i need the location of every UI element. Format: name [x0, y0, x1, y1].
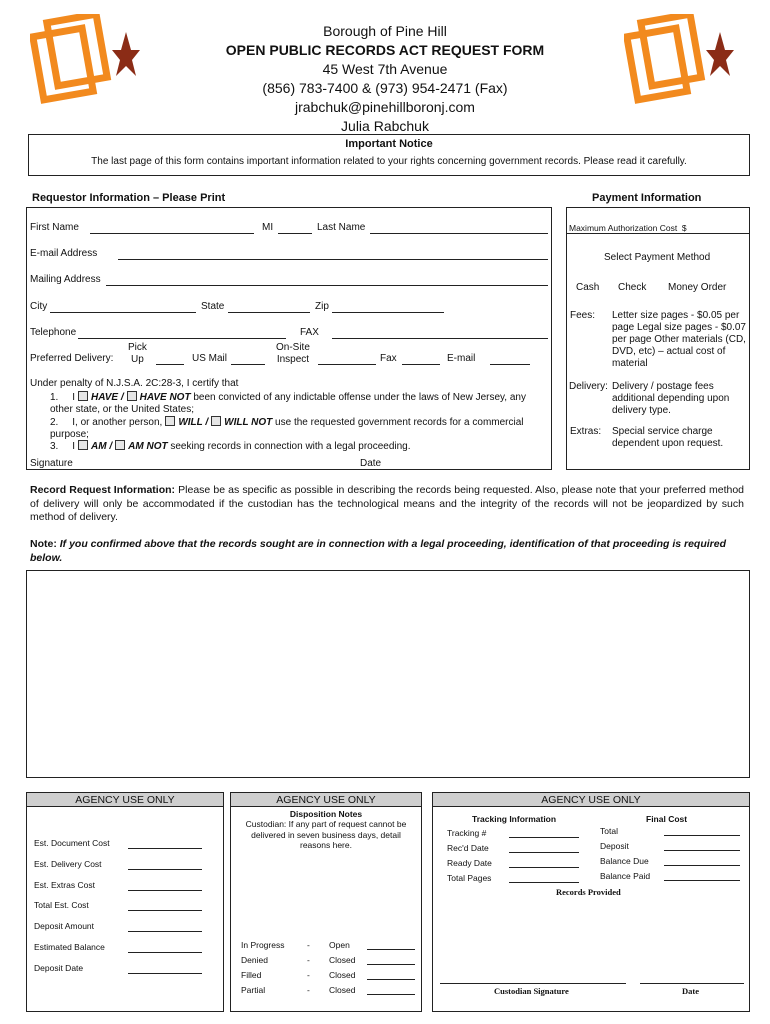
- final-cost-row: [600, 839, 744, 854]
- agency-cost-field[interactable]: [128, 890, 202, 891]
- last-name-field[interactable]: [370, 233, 548, 234]
- agency-cost-label: Deposit Date: [34, 962, 84, 973]
- fax-option-label: Fax: [380, 353, 397, 364]
- disposition-heading: AGENCY USE ONLY: [231, 793, 421, 807]
- am-label: AM /: [91, 441, 113, 452]
- am-checkbox[interactable]: [78, 440, 88, 450]
- agency-cost-row: [34, 940, 220, 961]
- disposition-status[interactable]: Denied: [241, 955, 268, 965]
- state-label: State: [201, 301, 225, 312]
- agency-cost-label: Estimated Balance: [34, 941, 105, 952]
- tracking-row: [447, 826, 583, 841]
- final-cost-field[interactable]: [664, 880, 740, 881]
- borough-logo-right: [624, 14, 734, 106]
- payment-heading: Payment Information: [592, 192, 702, 204]
- form-title: OPEN PUBLIC RECORDS ACT REQUEST FORM: [225, 42, 545, 58]
- final-cost-row: [600, 824, 744, 839]
- max-cost-divider: [566, 233, 750, 234]
- agency-costs-rows: [34, 836, 220, 982]
- tracking-title: Tracking Information: [472, 814, 557, 824]
- tracking-label: Ready Date: [447, 858, 492, 868]
- agency-cost-row: [34, 961, 220, 982]
- tracking-row: [447, 841, 583, 856]
- disposition-dash: -: [307, 970, 310, 980]
- custodian-signature-field[interactable]: [440, 983, 626, 984]
- note-info: [30, 538, 744, 565]
- last-name-label: Last Name: [317, 222, 366, 233]
- mi-label: MI: [262, 222, 274, 233]
- form-header: [150, 22, 620, 136]
- disposition-text: Custodian: If any part of request cannot be delivered in seven business days, detail reasons here.: [245, 819, 407, 850]
- agency-cost-field[interactable]: [128, 869, 202, 870]
- custodian-date-label: Date: [682, 986, 699, 996]
- note-label: Note:: [30, 538, 57, 550]
- agency-cost-row: [34, 878, 220, 899]
- final-cost-label: Balance Paid: [600, 871, 651, 881]
- date-label: Date: [360, 458, 382, 469]
- records-description-field[interactable]: [26, 570, 750, 778]
- agency-cost-label: Est. Delivery Cost: [34, 858, 102, 869]
- disposition-row: [241, 970, 417, 985]
- onsite-label-2: Inspect: [276, 354, 310, 365]
- extras-text: Special service charge dependent upon request.: [612, 426, 724, 449]
- first-name-field[interactable]: [90, 233, 254, 234]
- agency-cost-label: Est. Document Cost: [34, 838, 110, 848]
- agency-cost-row: [34, 857, 220, 878]
- certify-num-3: 3.: [50, 441, 59, 452]
- tracking-row: [447, 856, 583, 871]
- city-field[interactable]: [50, 312, 196, 313]
- note-text: If you confirmed above that the records sought are in connection with a legal proceeding, identification of that proceeding is required below.: [30, 538, 727, 564]
- custodian-signature-label: Custodian Signature: [494, 986, 569, 996]
- disposition-status[interactable]: In Progress: [241, 940, 285, 950]
- fax-field[interactable]: [332, 338, 548, 339]
- will-label: WILL /: [178, 417, 209, 428]
- org-phone: (856) 783-7400 & (973) 954-2471 (Fax): [262, 80, 508, 96]
- will-not-checkbox[interactable]: [211, 416, 221, 426]
- certify-i-1: I: [72, 392, 76, 403]
- final-cost-field[interactable]: [664, 835, 740, 836]
- dollar-sign: $: [681, 223, 687, 233]
- custodian-name: Julia Rabchuk: [341, 118, 429, 134]
- fax-option-field[interactable]: [402, 364, 440, 365]
- will-checkbox[interactable]: [165, 416, 175, 426]
- tracking-label: Tracking #: [447, 828, 487, 838]
- onsite-label-1: On-Site: [276, 342, 310, 353]
- up-label: Up: [131, 354, 144, 365]
- mailing-field[interactable]: [106, 285, 548, 286]
- mailing-label: Mailing Address: [30, 274, 101, 285]
- tracking-rows: [447, 826, 583, 886]
- disposition-row: [241, 955, 417, 970]
- important-notice-box: [28, 134, 750, 176]
- pick-up-field[interactable]: [156, 364, 184, 365]
- org-name: Borough of Pine Hill: [323, 23, 447, 39]
- disposition-result: Closed: [329, 970, 356, 980]
- delivery-label: Delivery:: [569, 381, 608, 392]
- agency-cost-label: Est. Extras Cost: [34, 879, 95, 890]
- certify-rest-2: use the requested government records for a commercial purpose;: [50, 417, 524, 440]
- final-cost-label: Total: [600, 826, 618, 836]
- us-mail-field[interactable]: [231, 364, 265, 365]
- money-order-option[interactable]: Money Order: [668, 282, 727, 293]
- certify-i-3: I: [72, 441, 76, 452]
- record-request-label: Record Request Information:: [30, 484, 176, 496]
- records-provided-label: Records Provided: [556, 887, 621, 897]
- delivery-text: Delivery / postage fees additional depending upon delivery type.: [612, 381, 730, 416]
- select-method-label: Select Payment Method: [604, 252, 711, 263]
- agency-cost-row: [34, 836, 220, 857]
- record-request-text: Please be as specific as possible in describing the records being requested. Also, please note that your preferred method of delivery will only be accommodated if the custodian has the technological means and the integrity of the records will not be jeopardized by such method of delivery.: [30, 484, 745, 523]
- tracking-label: Rec'd Date: [447, 843, 489, 853]
- am-not-checkbox[interactable]: [115, 440, 125, 450]
- final-cost-row: [600, 854, 744, 869]
- disposition-field[interactable]: [367, 994, 415, 995]
- notice-title: Important Notice: [345, 138, 433, 150]
- final-cost-field[interactable]: [664, 850, 740, 851]
- disposition-result: Open: [329, 940, 350, 950]
- have-not-label: HAVE NOT: [139, 392, 191, 403]
- certify-item-3: [50, 440, 548, 453]
- certify-text: Under penalty of N.J.S.A. 2C:28-3, I certify that: [30, 378, 239, 389]
- will-not-label: WILL NOT: [224, 417, 273, 428]
- us-mail-label: US Mail: [192, 353, 228, 364]
- check-option[interactable]: Check: [618, 282, 647, 293]
- disposition-result: Closed: [329, 955, 356, 965]
- signature-label: Signature: [30, 458, 73, 469]
- certify-item-1: [50, 391, 548, 416]
- agency-cost-row: [34, 898, 220, 919]
- onsite-field[interactable]: [318, 364, 376, 365]
- record-request-info: [30, 484, 744, 525]
- max-cost-label: [569, 223, 687, 233]
- city-label: City: [30, 301, 48, 312]
- disposition-dash: -: [307, 940, 310, 950]
- mi-field[interactable]: [278, 233, 312, 234]
- agency-costs-heading: AGENCY USE ONLY: [27, 793, 223, 807]
- zip-label: Zip: [315, 301, 329, 312]
- certify-num-2: 2.: [50, 417, 59, 428]
- fees-label: Fees:: [570, 310, 596, 321]
- am-not-label: AM NOT: [128, 441, 168, 452]
- telephone-label: Telephone: [30, 327, 77, 338]
- certify-rest-3: seeking records in connection with a legal proceeding.: [170, 441, 411, 452]
- agency-cost-field[interactable]: [128, 952, 202, 953]
- preferred-delivery-label: Preferred Delivery:: [30, 353, 114, 364]
- requestor-heading: Requestor Information – Please Print: [32, 192, 226, 204]
- agency-cost-row: [34, 919, 220, 940]
- telephone-field[interactable]: [78, 338, 286, 339]
- certify-item-2: [50, 416, 548, 441]
- disposition-field[interactable]: [367, 979, 415, 980]
- tracking-field[interactable]: [509, 867, 579, 868]
- pick-label: Pick: [128, 342, 147, 353]
- have-checkbox[interactable]: [78, 391, 88, 401]
- have-not-checkbox[interactable]: [127, 391, 137, 401]
- tracking-label: Total Pages: [447, 873, 492, 883]
- tracking-field[interactable]: [509, 852, 579, 853]
- email-option-label: E-mail: [447, 353, 476, 364]
- certify-a-2: I, or another person,: [72, 417, 163, 428]
- pick-up-label: [128, 342, 147, 366]
- zip-field[interactable]: [332, 312, 444, 313]
- disposition-dash: -: [307, 955, 310, 965]
- email-field[interactable]: [118, 259, 548, 260]
- email-label: E-mail Address: [30, 248, 98, 259]
- disposition-row: [241, 940, 417, 955]
- disposition-status[interactable]: Filled: [241, 970, 262, 980]
- disposition-status[interactable]: Partial: [241, 985, 266, 995]
- final-cost-label: Deposit: [600, 841, 629, 851]
- disposition-title: Disposition Notes: [289, 809, 363, 819]
- certify-num-1: 1.: [50, 392, 59, 403]
- org-email: jrabchuk@pinehillboronj.com: [295, 99, 475, 115]
- agency-cost-field[interactable]: [128, 848, 202, 849]
- final-cost-title: Final Cost: [646, 814, 688, 824]
- max-cost-text: Maximum Authorization Cost: [569, 223, 678, 233]
- state-field[interactable]: [228, 312, 310, 313]
- disposition-field[interactable]: [367, 949, 415, 950]
- final-cost-field[interactable]: [664, 865, 740, 866]
- tracking-row: [447, 871, 583, 886]
- tracking-field[interactable]: [509, 837, 579, 838]
- notice-text: The last page of this form contains important information related to your rights concerning government records. Please read it carefully.: [91, 156, 687, 167]
- org-address: 45 West 7th Avenue: [322, 61, 448, 77]
- certify-rest-1: been convicted of any indictable offense under the laws of New Jersey, any other state, or the United States;: [50, 392, 526, 415]
- disposition-field[interactable]: [367, 964, 415, 965]
- custodian-date-field[interactable]: [640, 983, 744, 984]
- agency-cost-label: Deposit Amount: [34, 921, 95, 932]
- email-option-field[interactable]: [490, 364, 530, 365]
- borough-logo-left: [30, 14, 140, 106]
- final-cost-label: Balance Due: [600, 856, 649, 866]
- extras-label: Extras:: [570, 426, 602, 437]
- final-cost-rows: [600, 824, 744, 884]
- cash-option[interactable]: Cash: [576, 282, 600, 293]
- tracking-field[interactable]: [509, 882, 579, 883]
- final-cost-row: [600, 869, 744, 884]
- disposition-rows: [241, 940, 417, 1000]
- agency-cost-label: Total Est. Cost: [34, 900, 89, 911]
- disposition-dash: -: [307, 985, 310, 995]
- disposition-row: [241, 985, 417, 1000]
- disposition-result: Closed: [329, 985, 356, 995]
- tracking-heading: AGENCY USE ONLY: [433, 793, 749, 807]
- have-label: HAVE /: [91, 392, 124, 403]
- fees-text: Letter size pages - $0.05 per page Legal size pages - $0.07 per page Other materials (CD, DVD, etc) – actual cost of material: [612, 310, 746, 369]
- fax-label: FAX: [300, 327, 319, 338]
- agency-cost-field[interactable]: [128, 910, 202, 911]
- agency-cost-field[interactable]: [128, 931, 202, 932]
- agency-cost-field[interactable]: [128, 973, 202, 974]
- first-name-label: First Name: [30, 222, 79, 233]
- onsite-label: [276, 342, 310, 366]
